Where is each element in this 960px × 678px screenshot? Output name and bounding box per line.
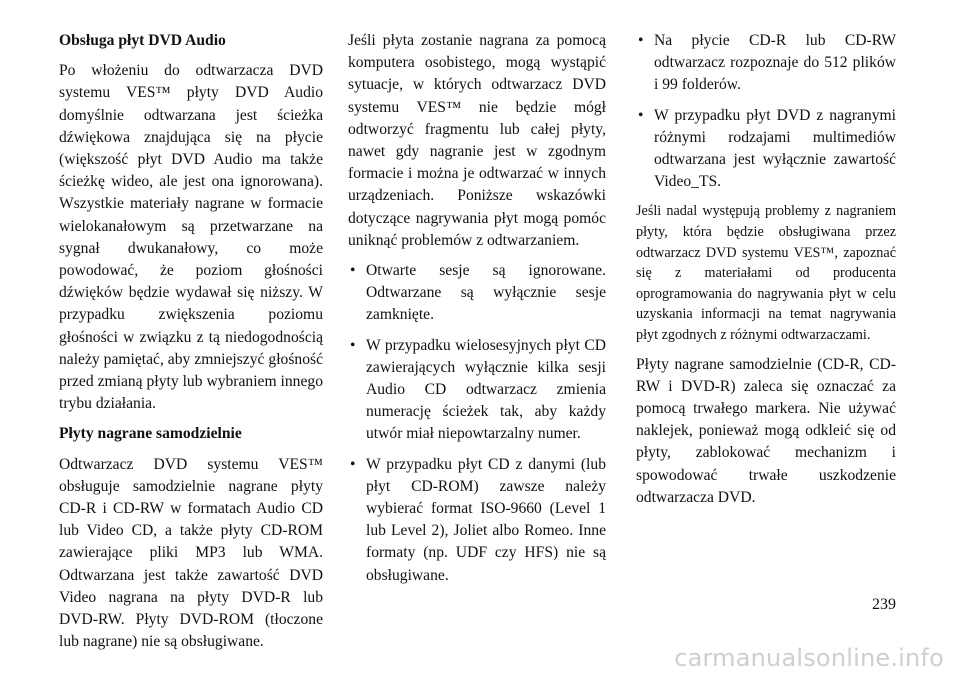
bullet-icon: •	[350, 262, 356, 280]
paragraph-problems: Jeśli nadal występują problemy z nagraniem płyty, która będzie obsługiwana przez odtwarzacz DVD systemu VES™, zapoznać się z materiałami od producenta oprogramowania do nagrywania płyt w celu uzyskania informacji na temat nagrywania płyt zgodnych z różnymi odtwarzaczami.	[636, 203, 896, 343]
paragraph-self-recorded: Odtwarzacz DVD systemu VES™ obsługuje samodzielnie nagrane płyty CD-R i CD-RW w formatach Audio CD lub Video CD, a także płyty CD-ROM zawierające pliki MP3 lub WMA. Odtwarzana jest także zawartość DVD Video nagrana na płyty DVD-R lub DVD-RW. Płyty DVD-ROM (tłoczone lub nagrane) nie są obsługiwane.	[59, 455, 323, 651]
paragraph-dvd-audio: Po włożeniu do odtwarzacza DVD systemu VES™ płyty DVD Audio domyślnie odtwarzana jest ścieżka dźwiękowa znajdująca się na płycie (większość płyt DVD Audio ma także ścieżkę wideo, ale jest ona ignorowana). Wszystkie materiały nagrane w formacie wielokanałowym są przetwarzane na sygnał dwukanałowy, co może powodować, że poziom głośności dźwięków będzie wydawał się niższy. W przypadku zwiększenia poziomu głośności w związku z tą niedogodnością należy pamiętać, aby zmniejszyć głośność przed zmianą płyty lub wybraniem innego trybu działania.	[59, 62, 323, 413]
bullet-icon: •	[350, 455, 356, 473]
list-item-text: W przypadku wielosesyjnych płyt CD zawierających wyłącznie kilka sesji Audio CD odtwarzacz zmienia numerację ścieżek tak, aby każdy utwór miał niepowtarzalny numer.	[366, 336, 606, 443]
list-item	[636, 105, 896, 194]
column-right	[636, 30, 896, 517]
list-item	[348, 454, 606, 587]
list-item-text: W przypadku płyt CD z danymi (lub płyt CD-ROM) zawsze należy wybierać format ISO-9660 (Level 1 lub Level 2), Joliet albo Romeo. Inne formaty (np. UDF czy HFS) nie są obsługiwane.	[366, 455, 606, 584]
page-number: 239	[872, 596, 896, 613]
section-heading-self-recorded: Płyty nagrane samodzielnie	[59, 425, 242, 443]
bullet-icon: •	[638, 106, 644, 124]
column-left	[59, 30, 323, 661]
list-item	[348, 335, 606, 446]
list-item	[348, 260, 606, 327]
list-item	[636, 30, 896, 97]
column-middle	[348, 30, 606, 595]
recording-tips-list-continued	[636, 30, 896, 193]
list-item-text: Otwarte sesje są ignorowane. Odtwarzane są wyłącznie sesje zamknięte.	[366, 262, 606, 324]
list-item-text: W przypadku płyt DVD z nagranymi różnymi rodzajami multimediów odtwarzana jest wyłącznie zawartość Video_TS.	[654, 106, 896, 191]
watermark-text: carmanualsonline.info	[674, 644, 944, 672]
paragraph-marking-discs: Płyty nagrane samodzielnie (CD-R, CD-RW i DVD-R) zaleca się oznaczać za pomocą trwałego markera. Nie używać naklejek, ponieważ mogą odkleić się od płyty, zablokować mechanizm i spowodować trwałe uszkodzenie odtwarzacza DVD.	[636, 355, 896, 506]
section-heading-dvd-audio: Obsługa płyt DVD Audio	[59, 32, 226, 49]
bullet-icon: •	[638, 32, 644, 49]
bullet-icon: •	[350, 336, 356, 354]
paragraph-recording-pc: Jeśli płyta zostanie nagrana za pomocą komputera osobistego, mogą wystąpić sytuacje, w których odtwarzacz DVD systemu VES™ nie będzie mógł odtworzyć fragmentu lub całej płyty, nawet gdy nagranie jest w zgodnym formacie i można je odtwarzać w innych urządzeniach. Poniższe wskazówki dotyczące nagrywania płyt mogą pomóc uniknąć problemów z odtwarzaniem.	[348, 32, 606, 249]
list-item-text: Na płycie CD-R lub CD-RW odtwarzacz rozpoznaje do 512 plików i 99 folderów.	[654, 32, 896, 94]
recording-tips-list	[348, 260, 606, 587]
